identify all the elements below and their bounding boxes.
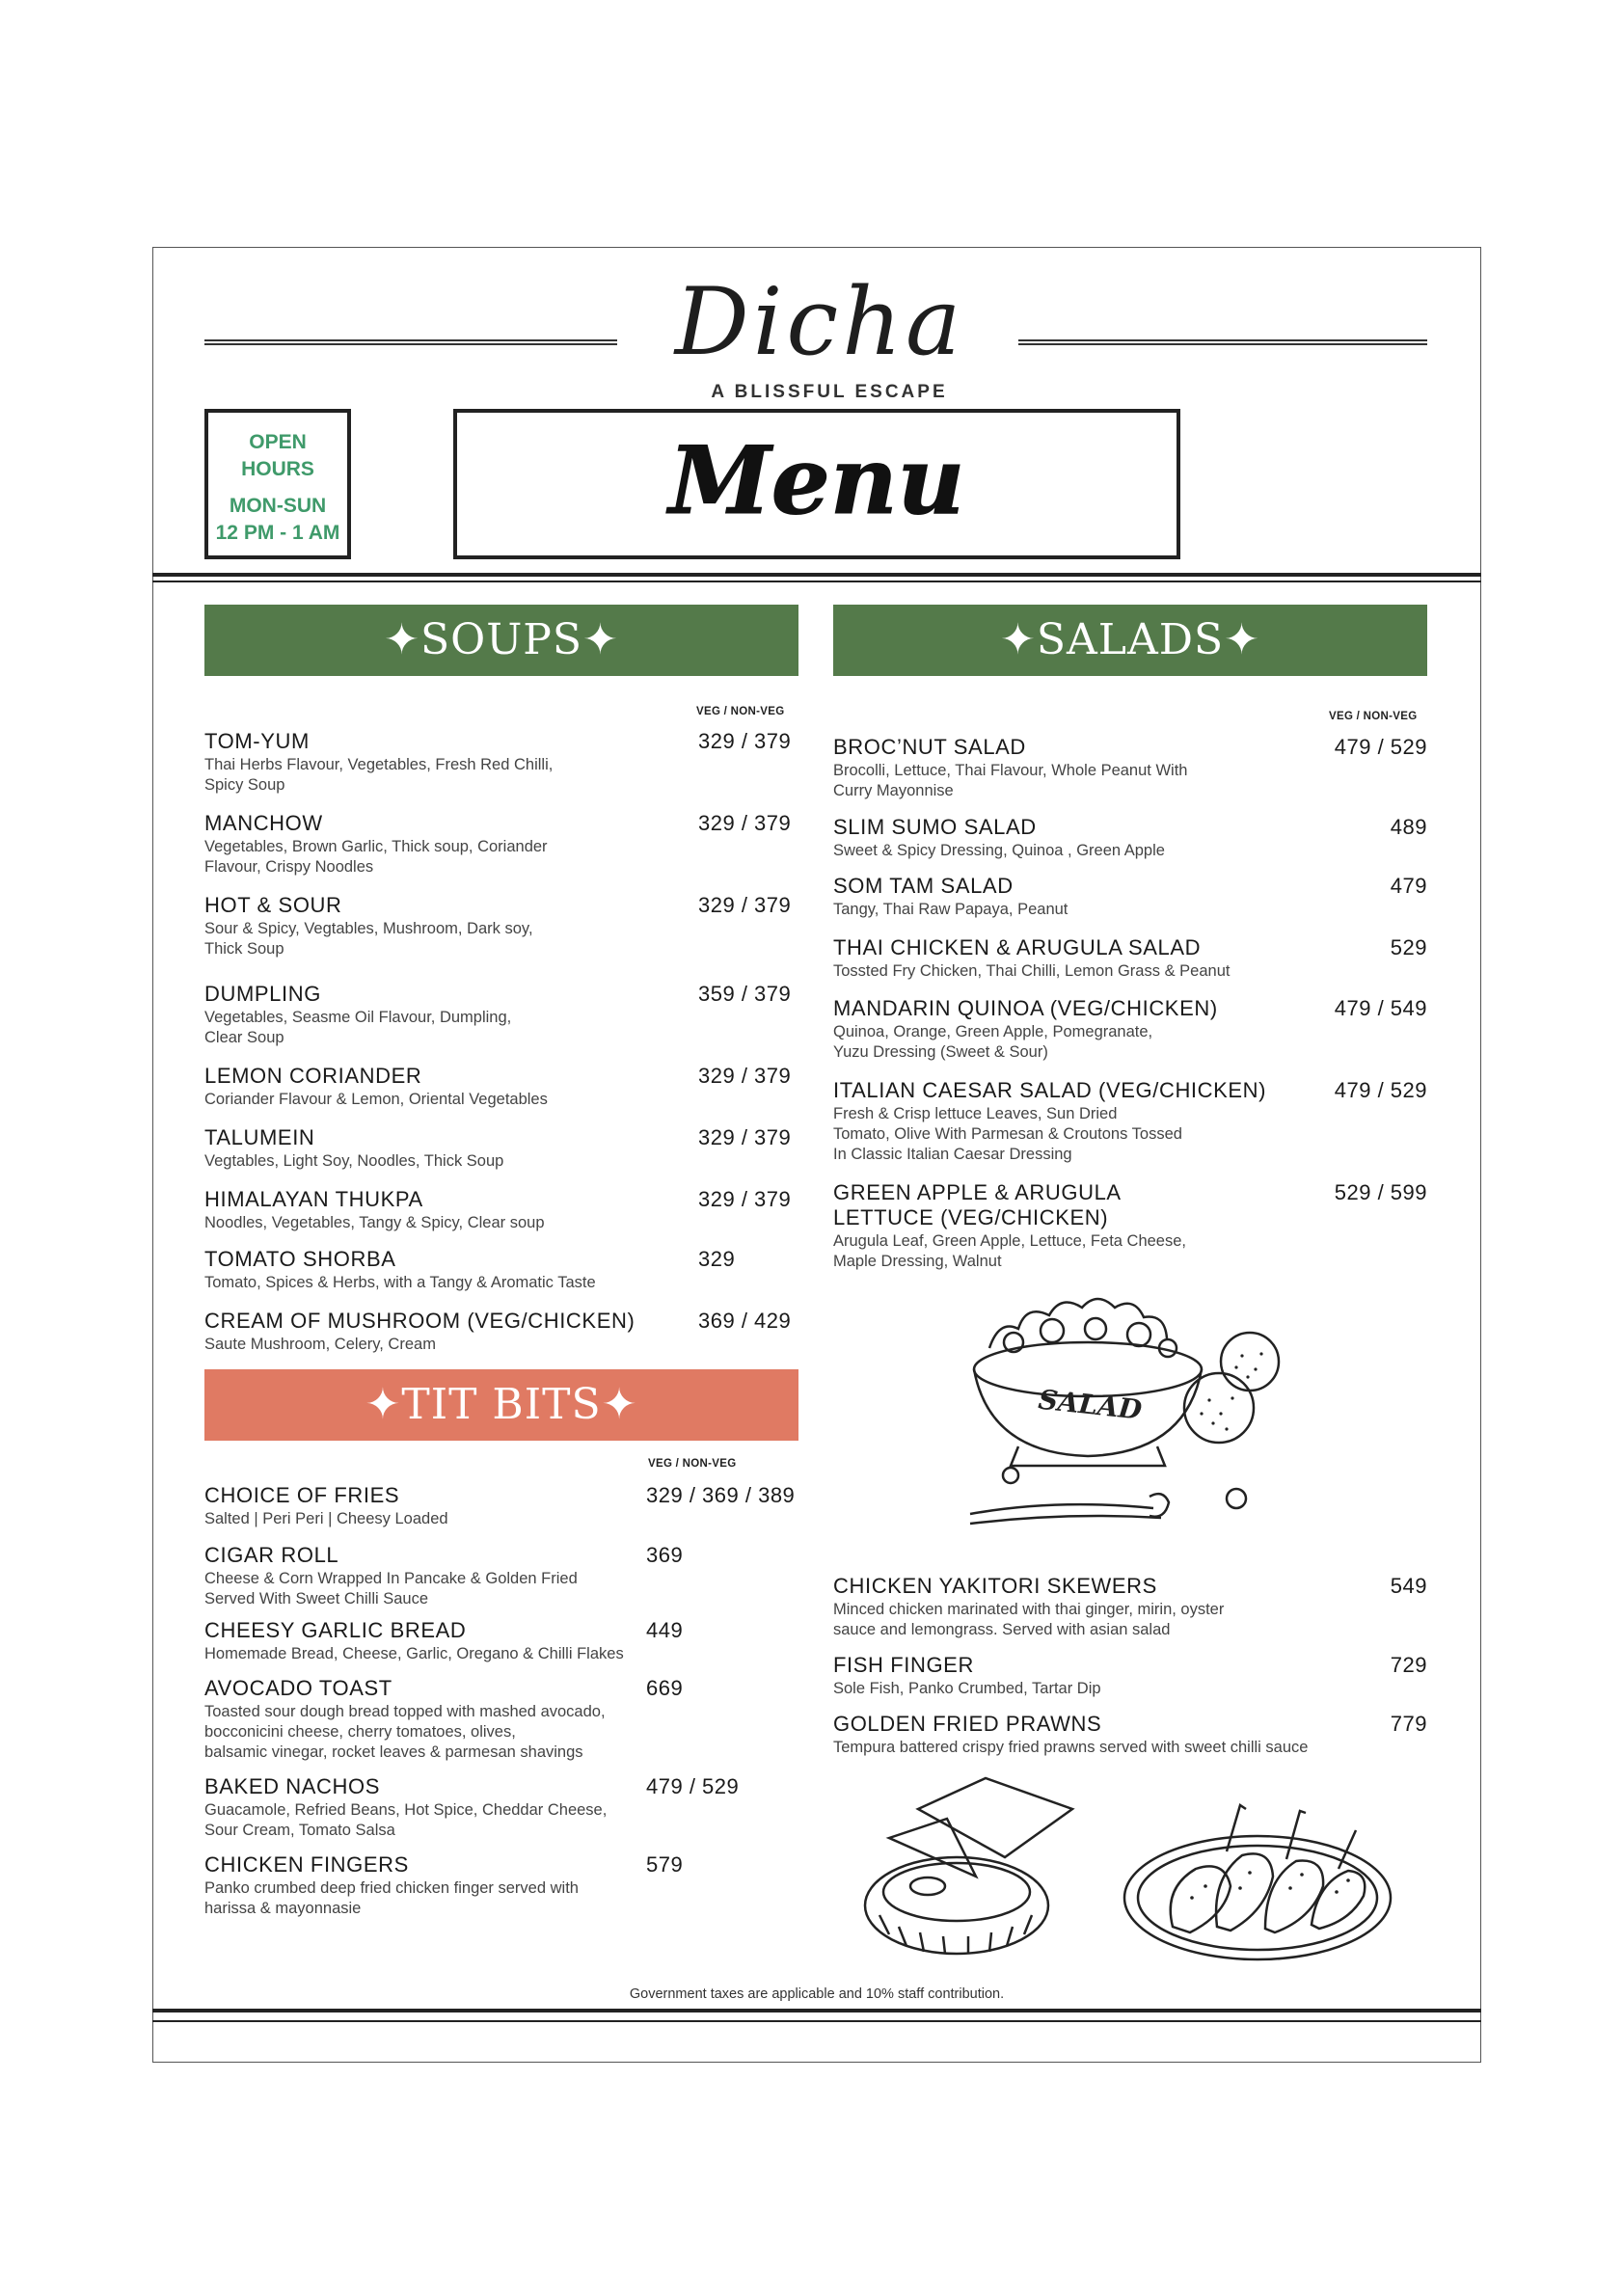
titbits-item-name: CIGAR ROLL (204, 1543, 339, 1567)
menu-title-box (453, 409, 1180, 559)
titbits-item-price: 369 (646, 1543, 684, 1567)
soups-item-price: 329 / 379 (698, 729, 792, 753)
titbits-item-name: CHEESY GARLIC BREAD (204, 1618, 467, 1642)
titbits-item-description: Guacamole, Refried Beans, Hot Spice, Cheddar Cheese, Sour Cream, Tomato Salsa (204, 1801, 608, 1839)
soups-item-description: Vegtables, Light Soy, Noodles, Thick Soup (204, 1152, 504, 1170)
footer-separator-bottom (152, 2020, 1481, 2022)
titbits-item (204, 1676, 606, 1763)
salads-item-description: Tangy, Thai Raw Papaya, Peanut (833, 901, 1068, 918)
salads-item-description: Arugula Leaf, Green Apple, Lettuce, Feta Cheese, Maple Dressing, Walnut (833, 1232, 1186, 1270)
soups-item-description: Vegetables, Seasme Oil Flavour, Dumpling, Clear Soup (204, 1009, 512, 1046)
mains-item-price: 779 (1390, 1712, 1427, 1736)
salads-item-description: Brocolli, Lettuce, Thai Flavour, Whole Peanut With Curry Mayonnise (833, 762, 1188, 799)
salads-item-description: Tossted Fry Chicken, Thai Chilli, Lemon Grass & Peanut (833, 962, 1231, 980)
mains-item-price: 729 (1390, 1653, 1427, 1677)
soups-item-description: Vegetables, Brown Garlic, Thick soup, Coriander Flavour, Crispy Noodles (204, 838, 548, 876)
titbits-item-description: Homemade Bread, Cheese, Garlic, Oregano & Chilli Flakes (204, 1645, 624, 1662)
salads-item-price: 529 / 599 (1334, 1180, 1427, 1204)
salads-item-description: Sweet & Spicy Dressing, Quinoa , Green Apple (833, 842, 1165, 859)
mains-item-description: Sole Fish, Panko Crumbed, Tartar Dip (833, 1680, 1101, 1697)
titbits-item-price: 479 / 529 (646, 1774, 740, 1798)
salads-item-description: Fresh & Crisp lettuce Leaves, Sun Dried Tomato, Olive With Parmesan & Croutons Tossed In Classic Italian Caesar Dressing (833, 1105, 1182, 1163)
titbits-column-head: VEG / NON-VEG (648, 1458, 737, 1470)
salads-item-name: SLIM SUMO SALAD (833, 815, 1037, 839)
salads-item (833, 996, 1218, 1063)
soups-item-name: LEMON CORIANDER (204, 1064, 422, 1088)
salads-item-price: 479 (1390, 874, 1427, 898)
soups-item (204, 1247, 596, 1293)
soups-item-description: Coriander Flavour & Lemon, Oriental Vegetables (204, 1091, 548, 1108)
salads-item-price: 479 / 529 (1334, 735, 1427, 759)
titbits-item-description: Cheese & Corn Wrapped In Pancake & Golden Fried Served With Sweet Chilli Sauce (204, 1570, 578, 1607)
titbits-item (204, 1483, 448, 1529)
titbits-item-price: 579 (646, 1852, 684, 1877)
salads-banner: ✦SALADS✦ (833, 605, 1427, 676)
soups-item-name: CREAM OF MUSHROOM (VEG/CHICKEN) (204, 1309, 636, 1333)
salads-item-name: MANDARIN QUINOA (VEG/CHICKEN) (833, 996, 1218, 1020)
soups-item (204, 982, 511, 1048)
titbits-item (204, 1543, 578, 1609)
salads-item-name: BROC’NUT SALAD (833, 735, 1026, 759)
salads-item-price: 479 / 529 (1334, 1078, 1427, 1102)
header-separator-top (152, 573, 1481, 577)
titbits-item-name: AVOCADO TOAST (204, 1676, 392, 1700)
titbits-item-price: 449 (646, 1618, 684, 1642)
soups-item-name: TOM-YUM (204, 729, 310, 753)
titbits-item-description: Toasted sour dough bread topped with mashed avocado, bocconicini cheese, cherry tomatoes, olives, balsamic vinegar, rocket leaves & parmesan shavings (204, 1703, 606, 1761)
hours-line-3: MON-SUN (229, 495, 327, 517)
mains-item-description: Minced chicken marinated with thai ginger, mirin, oyster sauce and lemongrass. Served with asian salad (833, 1601, 1225, 1638)
soups-item (204, 1064, 548, 1110)
header-separator-bottom (152, 581, 1481, 582)
mains-item-name: FISH FINGER (833, 1653, 974, 1677)
titbits-item-price: 329 / 369 / 389 (646, 1483, 796, 1507)
soups-item-name: HIMALAYAN THUKPA (204, 1187, 423, 1211)
mains-item-description: Tempura battered crispy fried prawns served with sweet chilli sauce (833, 1739, 1309, 1756)
soups-item-price: 329 / 379 (698, 893, 792, 917)
soups-column-head: VEG / NON-VEG (696, 706, 785, 717)
header-rule-left (204, 339, 617, 345)
titbits-item (204, 1774, 607, 1841)
titbits-item-name: CHOICE OF FRIES (204, 1483, 400, 1507)
soups-item-description: Thai Herbs Flavour, Vegetables, Fresh Red Chilli, Spicy Soup (204, 756, 554, 794)
soups-item (204, 1187, 545, 1233)
brand-tagline: A BLISSFUL ESCAPE (711, 382, 948, 402)
salads-item-price: 529 (1390, 935, 1427, 959)
salads-item (833, 935, 1230, 982)
salad-bowl-illustration (960, 1294, 1310, 1526)
soups-item (204, 1309, 635, 1355)
soups-item-description: Noodles, Vegetables, Tangy & Spicy, Clear soup (204, 1214, 545, 1231)
titbits-item-description: Salted | Peri Peri | Cheesy Loaded (204, 1510, 448, 1527)
mains-item-name: GOLDEN FRIED PRAWNS (833, 1712, 1102, 1736)
soups-item-name: DUMPLING (204, 982, 321, 1006)
salads-item-price: 489 (1390, 815, 1427, 839)
salads-column-head: VEG / NON-VEG (1329, 711, 1418, 722)
header-rule-right (1018, 339, 1427, 345)
mains-item (833, 1574, 1224, 1640)
salads-item-description: Quinoa, Orange, Green Apple, Pomegranate, Yuzu Dressing (Sweet & Sour) (833, 1023, 1153, 1061)
soups-item (204, 1125, 503, 1172)
titbits-item-name: BAKED NACHOS (204, 1774, 381, 1798)
soups-item-name: TALUMEIN (204, 1125, 315, 1149)
nachos-basket-illustration (860, 1770, 1082, 1963)
soups-item-price: 369 / 429 (698, 1309, 792, 1333)
soups-item-price: 359 / 379 (698, 982, 792, 1006)
soups-item-description: Sour & Spicy, Vegtables, Mushroom, Dark soy, Thick Soup (204, 920, 533, 958)
titbits-item-price: 669 (646, 1676, 684, 1700)
salads-item-name: ITALIAN CAESAR SALAD (VEG/CHICKEN) (833, 1078, 1267, 1102)
soups-item (204, 893, 533, 959)
hours-line-4: 12 PM - 1 AM (215, 522, 340, 544)
salad-bowl-label: SALAD (1037, 1383, 1144, 1426)
salads-item (833, 735, 1187, 801)
hours-line-1: OPEN (249, 431, 307, 453)
soups-item-price: 329 / 379 (698, 1064, 792, 1088)
titbits-item-description: Panko crumbed deep fried chicken finger served with harissa & mayonnasie (204, 1879, 579, 1917)
soups-item-name: MANCHOW (204, 811, 323, 835)
soups-item-description: Saute Mushroom, Celery, Cream (204, 1336, 436, 1353)
titbits-item-name: CHICKEN FINGERS (204, 1852, 409, 1877)
tax-footnote: Government taxes are applicable and 10% staff contribution. (629, 1986, 1005, 2002)
salads-item (833, 874, 1068, 920)
titbits-banner: ✦TIT BITS✦ (204, 1369, 798, 1441)
soups-item-price: 329 / 379 (698, 1125, 792, 1149)
soups-item-description: Tomato, Spices & Herbs, with a Tangy & Aromatic Taste (204, 1274, 596, 1291)
footer-separator-top (152, 2009, 1481, 2012)
menu-title: Menu (668, 426, 965, 535)
salads-item (833, 1078, 1266, 1165)
mains-item-price: 549 (1390, 1574, 1427, 1598)
soups-item-name: TOMATO SHORBA (204, 1247, 396, 1271)
brand-logo: Dicha (674, 268, 965, 376)
soups-item (204, 729, 553, 796)
salads-item-name: SOM TAM SALAD (833, 874, 1014, 898)
salads-item (833, 1180, 1186, 1272)
soups-item-price: 329 (698, 1247, 736, 1271)
titbits-item (204, 1618, 624, 1664)
open-hours-box (204, 409, 351, 559)
mains-item (833, 1653, 1101, 1699)
soups-item-price: 329 / 379 (698, 1187, 792, 1211)
soups-item-price: 329 / 379 (698, 811, 792, 835)
mains-item-name: CHICKEN YAKITORI SKEWERS (833, 1574, 1157, 1598)
salads-item-name: GREEN APPLE & ARUGULA LETTUCE (VEG/CHICKEN) (833, 1180, 1122, 1229)
soups-item-name: HOT & SOUR (204, 893, 342, 917)
salads-item (833, 815, 1165, 861)
prawns-plate-illustration (1121, 1792, 1394, 1965)
salads-item-name: THAI CHICKEN & ARUGULA SALAD (833, 935, 1202, 959)
hours-line-2: HOURS (241, 458, 314, 480)
soups-item (204, 811, 548, 878)
mains-item (833, 1712, 1308, 1758)
soups-banner: ✦SOUPS✦ (204, 605, 798, 676)
titbits-item (204, 1852, 579, 1919)
salads-item-price: 479 / 549 (1334, 996, 1427, 1020)
